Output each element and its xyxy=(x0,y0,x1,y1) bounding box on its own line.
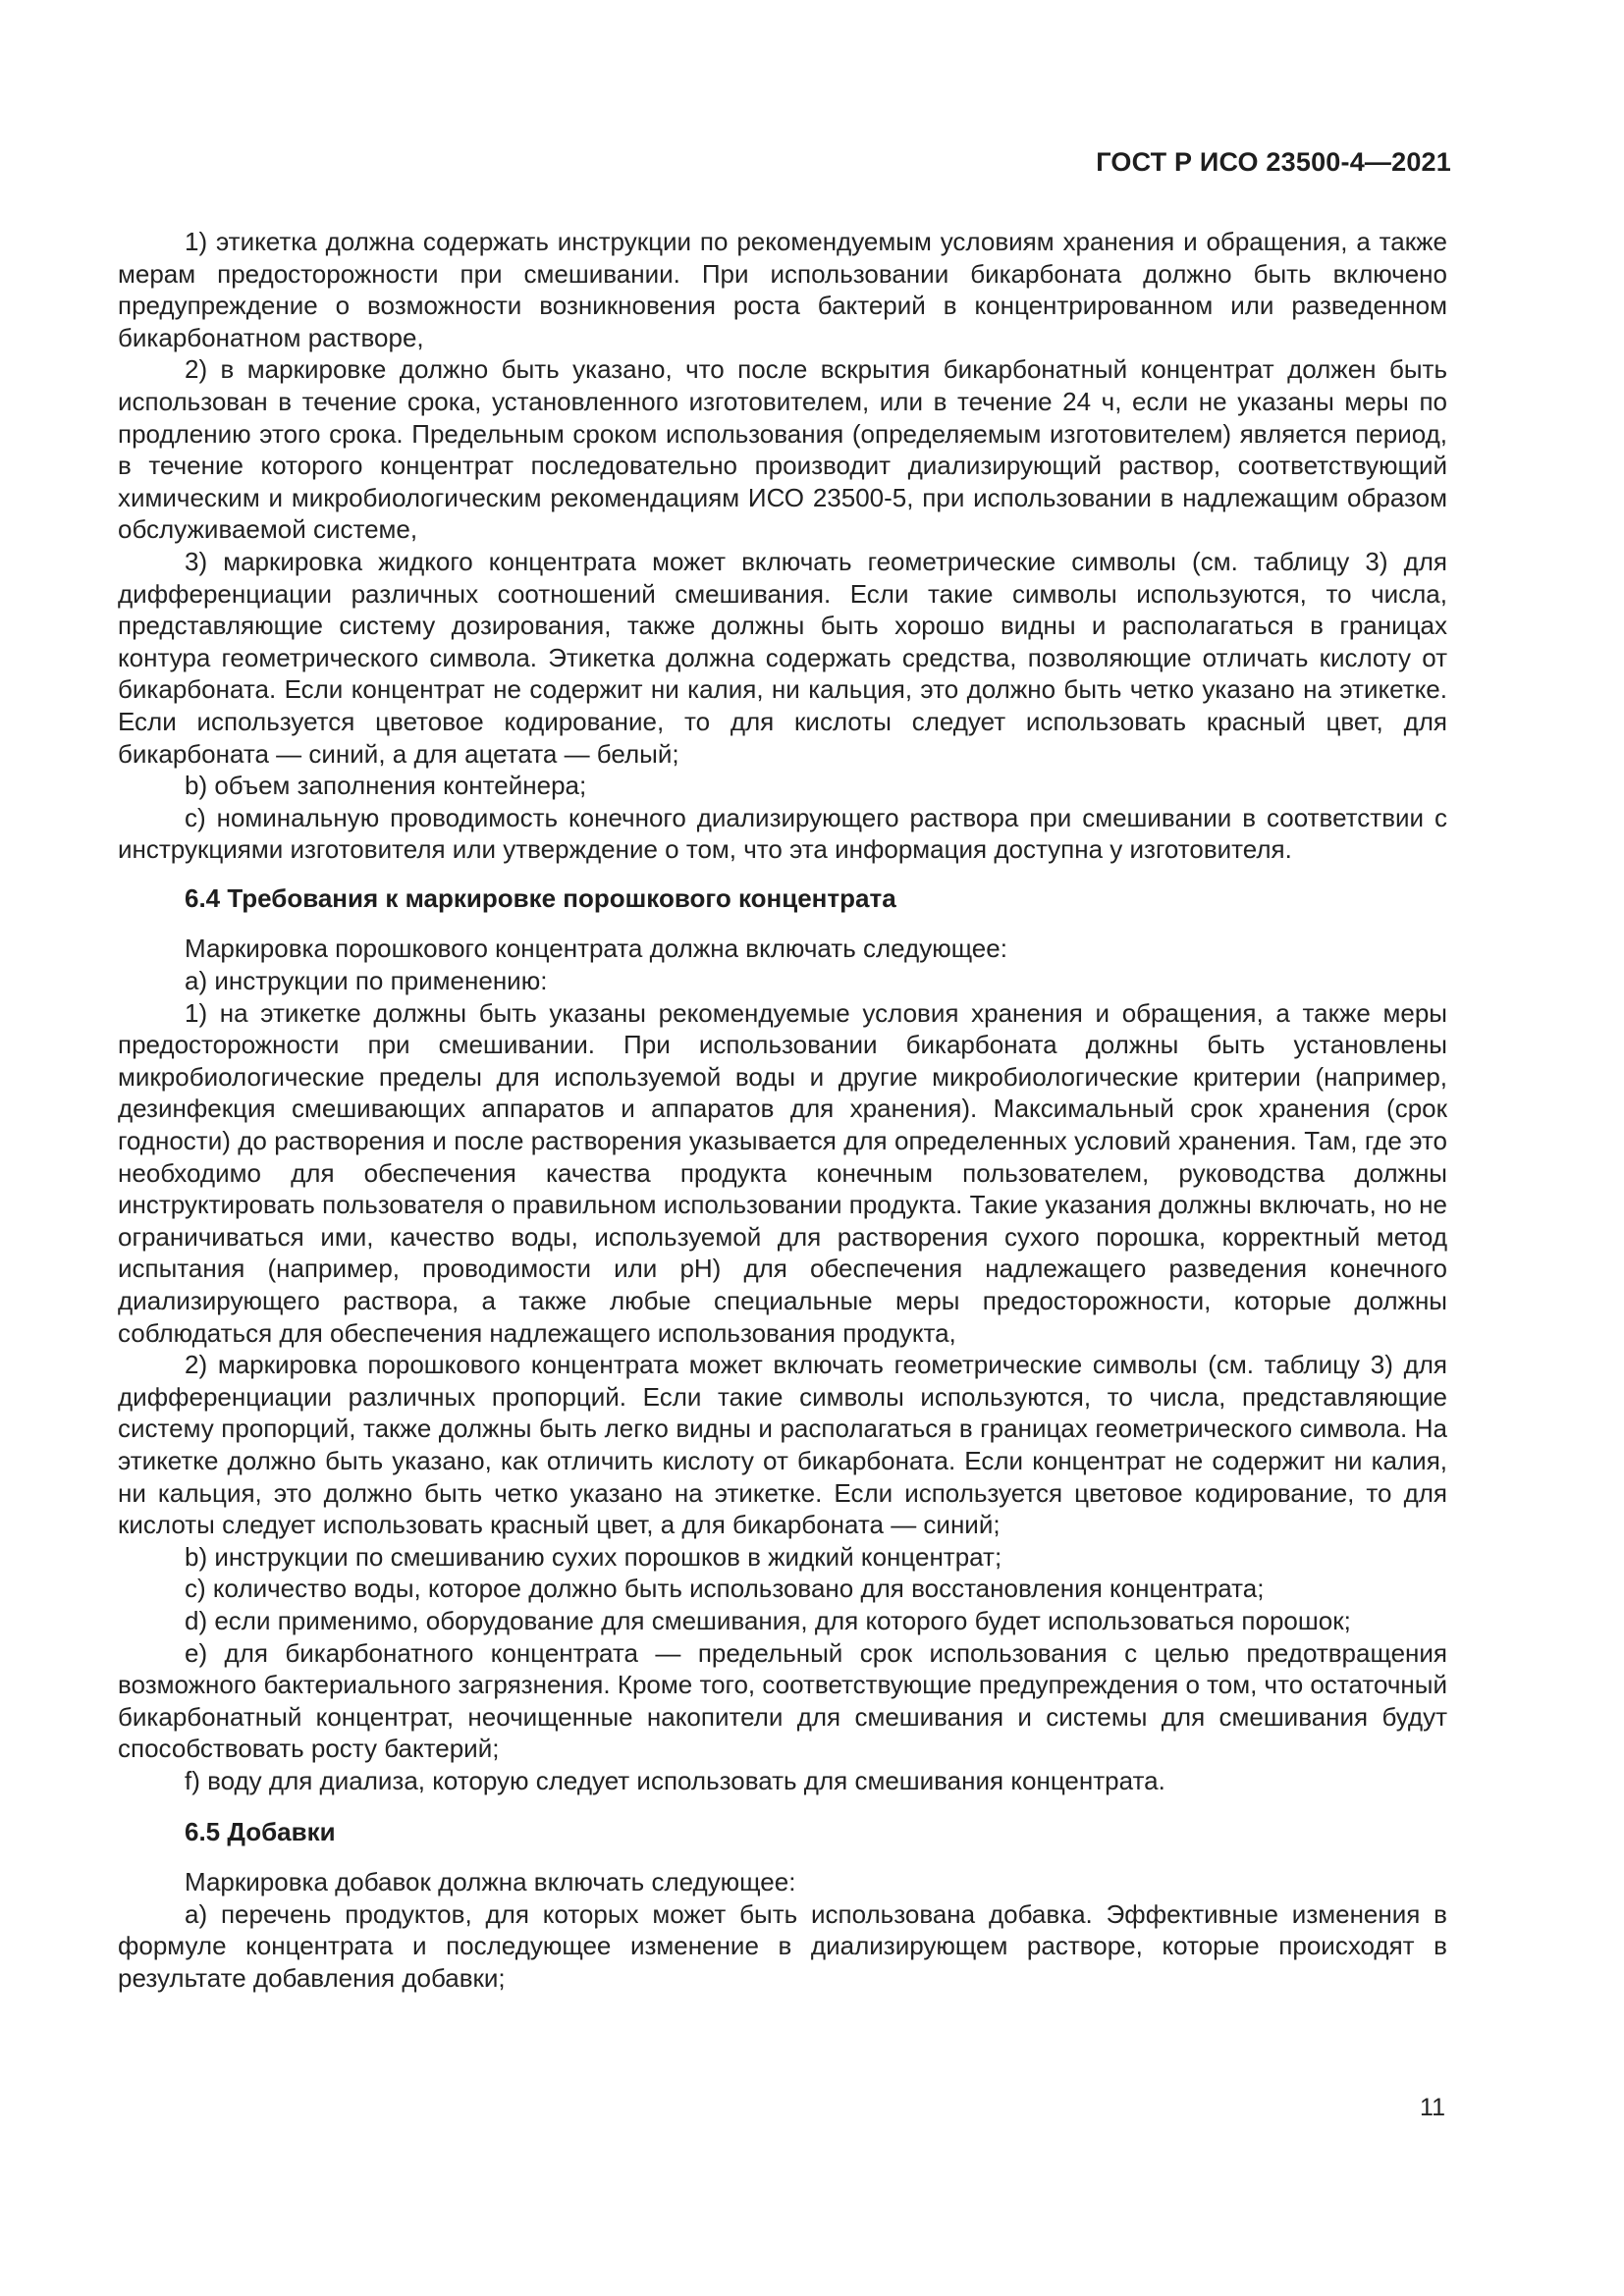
paragraph-6-3-item-1: 1) этикетка должна содержать инструкции по рекомендуемым условиям хранения и обращения, а также мерам предосторожности при смешивании. При использовании бикарбоната должно быть включено предупреждение о возможности возникновения роста бактерий в концентрированном или разведенном бикарбонатном растворе, xyxy=(118,227,1447,352)
paragraph-6-5-item-a: a) перечень продуктов, для которых может быть использована добавка. Эффективные изменения в формуле концентрата и последующее изменение в диализирующем растворе, которые происходят в результате добавления добавки; xyxy=(118,1898,1447,1993)
paragraph-6-4-item-a: a) инструкции по применению: xyxy=(185,966,548,996)
section-heading-6-5: 6.5 Добавки xyxy=(185,1816,336,1846)
paragraph-6-4-item-2: 2) маркировка порошкового концентрата может включать геометрические символы (см. таблицу 3) для дифференциации различных пропорций. Если такие символы используются, то числа, представляющие систему пропорций, также должны быть легко видны и располагаться в границах геометрического символа. На этикетке должно быть указано, как отличить кислоту от бикарбоната. Если концентрат не содержит ни калия, ни кальция, это должно быть четко указано на этикетке. Если используется цветовое кодирование, то для кислоты следует использовать красный цвет, а для бикарбоната — синий; xyxy=(118,1350,1447,1540)
paragraph-6-3-item-3: 3) маркировка жидкого концентрата может включать геометрические символы (см. таблицу 3) для дифференциации различных соотношений смешивания. Если такие символы используются, то числа, представляющие систему дозирования, также должны быть хорошо видны и располагаться в границах контура геометрического символа. Этикетка должна содержать средства, позволяющие отличать кислоту от бикарбоната. Если концентрат не содержит ни калия, ни кальция, это должно быть четко указано на этикетке. Если используется цветовое кодирование, то для кислоты следует использовать красный цвет, для бикарбоната — синий, а для ацетата — белый; xyxy=(118,546,1447,769)
paragraph-6-4-item-c: c) количество воды, которое должно быть использовано для восстановления концентрата; xyxy=(185,1574,1265,1604)
paragraph-6-4-item-e: e) для бикарбонатного концентрата — предельный срок использования с целью предотвращения возможного бактериального загрязнения. Кроме того, соответствующие предупреждения о том, что остаточный бикарбонатный концентрат, неочищенные накопители для смешивания и системы для смешивания будут способствовать росту бактерий; xyxy=(118,1637,1447,1764)
paragraph-6-4-item-d: d) если применимо, оборудование для смешивания, для которого будет использоваться порошок; xyxy=(185,1605,1351,1635)
document-body xyxy=(118,226,1447,1994)
paragraph-6-4-item-1: 1) на этикетке должны быть указаны рекомендуемые условия хранения и обращения, а также меры предосторожности при смешивании. При использовании бикарбоната должны быть установлены микробиологические пределы для используемой воды и другие микробиологические критерии (например, дезинфекция смешивающих аппаратов и аппаратов для хранения). Максимальный срок хранения (срок годности) до растворения и после растворения указывается для определенных условий хранения. Там, где это необходимо для обеспечения качества продукта конечным пользователем, руководства должны инструктировать пользователя о правильном использовании продукта. Такие указания должны включать, но не ограничиваться ими, качество воды, используемой для растворения сухого порошка, корректный метод испытания (например, проводимости или pH) для обеспечения надлежащего разведения конечного диализирующего раствора, а также любые специальные меры предосторожности, которые должны соблюдаться для обеспечения надлежащего использования продукта, xyxy=(118,997,1447,1348)
document-header-code: ГОСТ Р ИСО 23500-4—2021 xyxy=(1096,147,1451,177)
paragraph-6-3-item-c: c) номинальную проводимость конечного диализирующего раствора при смешивании в соответствии с инструкциями изготовителя или утверждение о том, что эта информация доступна у изготовителя. xyxy=(118,802,1447,865)
paragraph-6-4-intro: Маркировка порошкового концентрата должна включать следующее: xyxy=(185,934,1007,964)
page-number: 11 xyxy=(1420,2094,1445,2121)
paragraph-6-3-item-b: b) объем заполнения контейнера; xyxy=(185,771,587,801)
paragraph-6-5-intro: Маркировка добавок должна включать следующее: xyxy=(185,1867,796,1897)
paragraph-6-3-item-2: 2) в маркировке должно быть указано, что после вскрытия бикарбонатный концентрат должен быть использован в течение срока, установленного изготовителем, или в течение 24 ч, если не указаны меры по продлению этого срока. Предельным сроком использования (определяемым изготовителем) является период, в течение которого концентрат последовательно производит диализирующий раствор, соответствующий химическим и микробиологическим рекомендациям ИСО 23500-5, при использовании в надлежащим образом обслуживаемой системе, xyxy=(118,354,1447,545)
paragraph-6-4-item-f: f) воду для диализа, которую следует использовать для смешивания концентрата. xyxy=(185,1765,1165,1795)
paragraph-6-4-item-b: b) инструкции по смешиванию сухих порошков в жидкий концентрат; xyxy=(185,1541,1002,1572)
section-heading-6-4: 6.4 Требования к маркировке порошкового концентрата xyxy=(185,882,896,913)
